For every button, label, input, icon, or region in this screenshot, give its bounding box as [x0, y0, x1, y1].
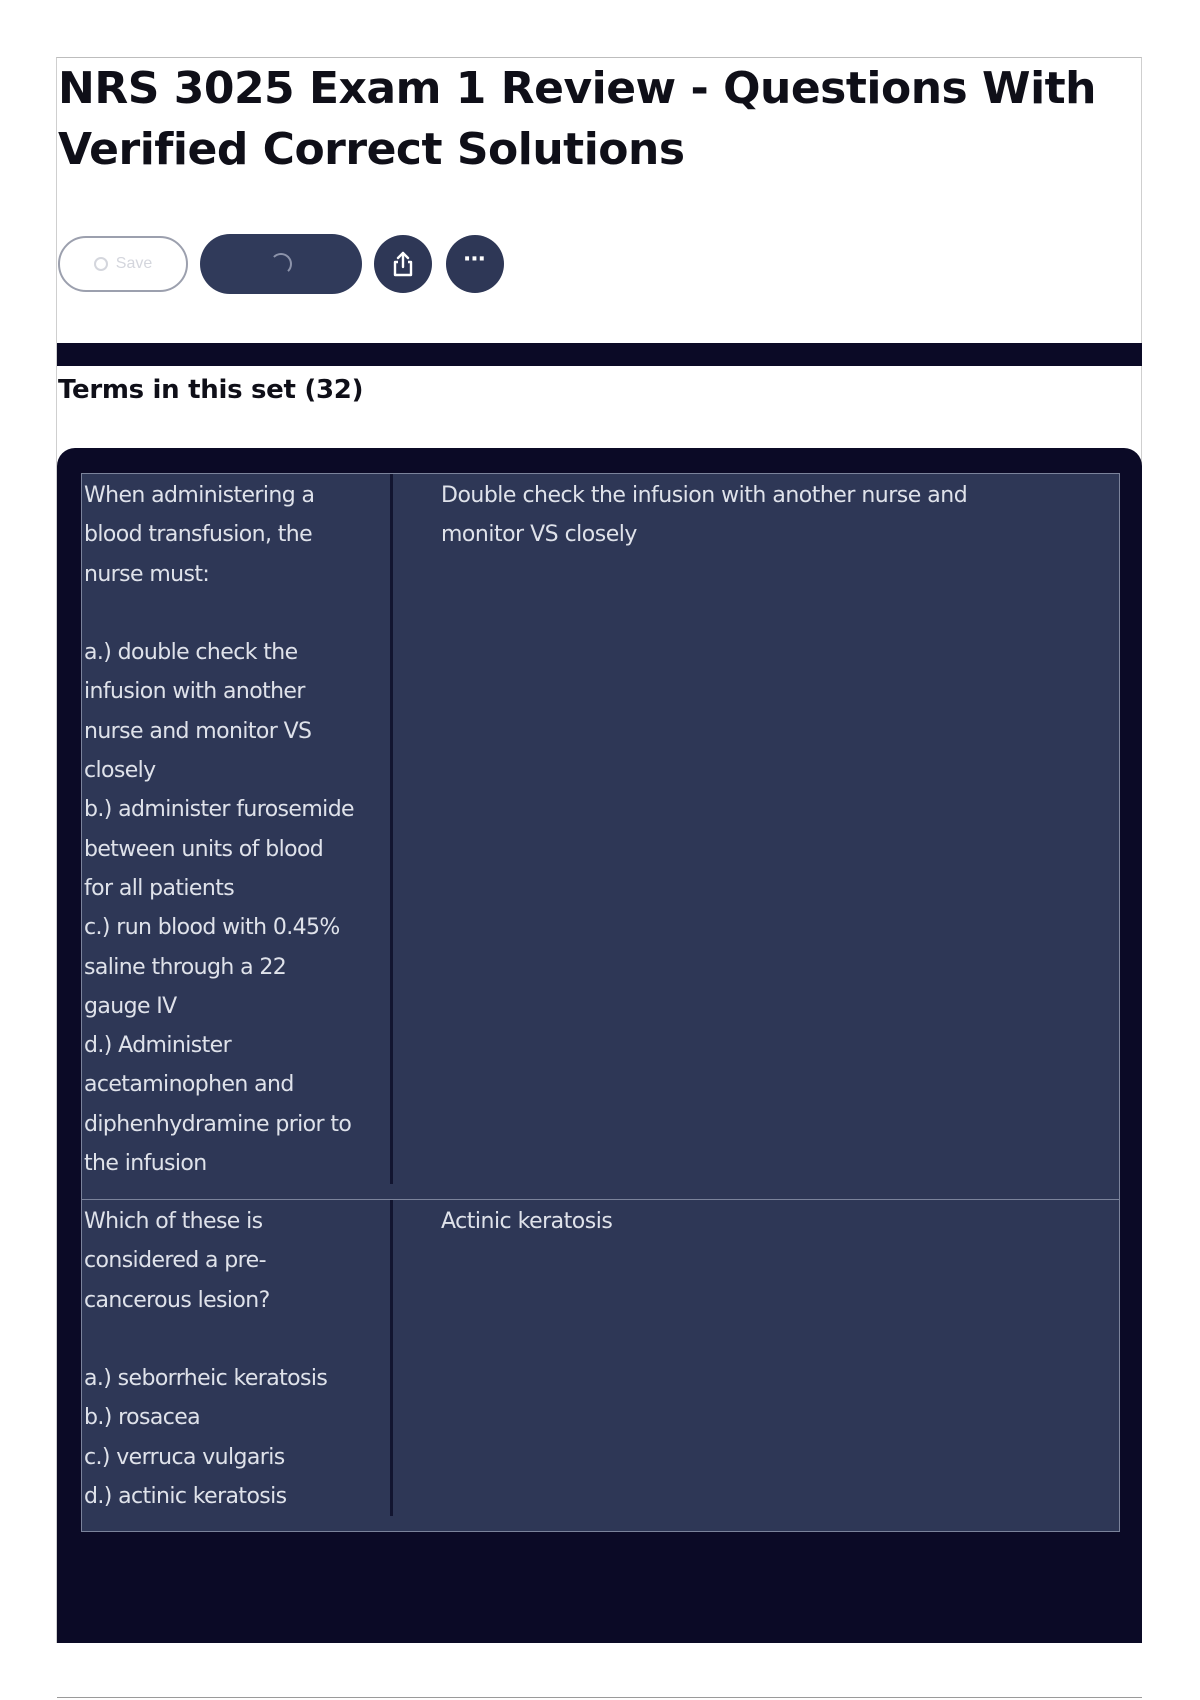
loading-spinner-icon	[270, 253, 292, 275]
term-text: Which of these is considered a pre- cancerous lesion? a.) seborrheic keratosis b.) rosacea c.) verruca vulgaris d.) actinic keratosis	[84, 1209, 328, 1510]
section-divider	[57, 343, 1142, 366]
definition-text: Double check the infusion with another nurse and monitor VS closely	[441, 483, 968, 548]
card-separator	[390, 474, 393, 1184]
page-title: NRS 3025 Exam 1 Review - Questions With Verified Correct Solutions	[58, 63, 1097, 175]
term-card	[81, 1199, 1120, 1532]
term-card	[81, 473, 1120, 1200]
study-button[interactable]	[200, 234, 362, 294]
page-bottom-rule	[57, 1697, 1142, 1698]
save-button-label: Save	[115, 255, 153, 272]
save-button[interactable]	[58, 236, 188, 292]
term-text: When administering a blood transfusion, the nurse must: a.) double check the infusion with another nurse and monitor VS closely b.) administer furosemide between units of blood for all patients c.) run blood with 0.45% saline through a 22 gauge IV d.) Administer acetaminophen and diphenhydramine prior to the infusion	[84, 483, 354, 1177]
toolbar	[58, 234, 504, 294]
save-icon	[94, 257, 108, 271]
definition-text: Actinic keratosis	[441, 1209, 613, 1234]
card-separator	[390, 1200, 393, 1516]
terms-heading: Terms in this set (32)	[58, 375, 364, 405]
more-options-button[interactable]	[446, 235, 504, 293]
share-button[interactable]	[374, 235, 432, 293]
share-icon	[390, 250, 416, 278]
more-icon: ⋯	[463, 247, 487, 272]
